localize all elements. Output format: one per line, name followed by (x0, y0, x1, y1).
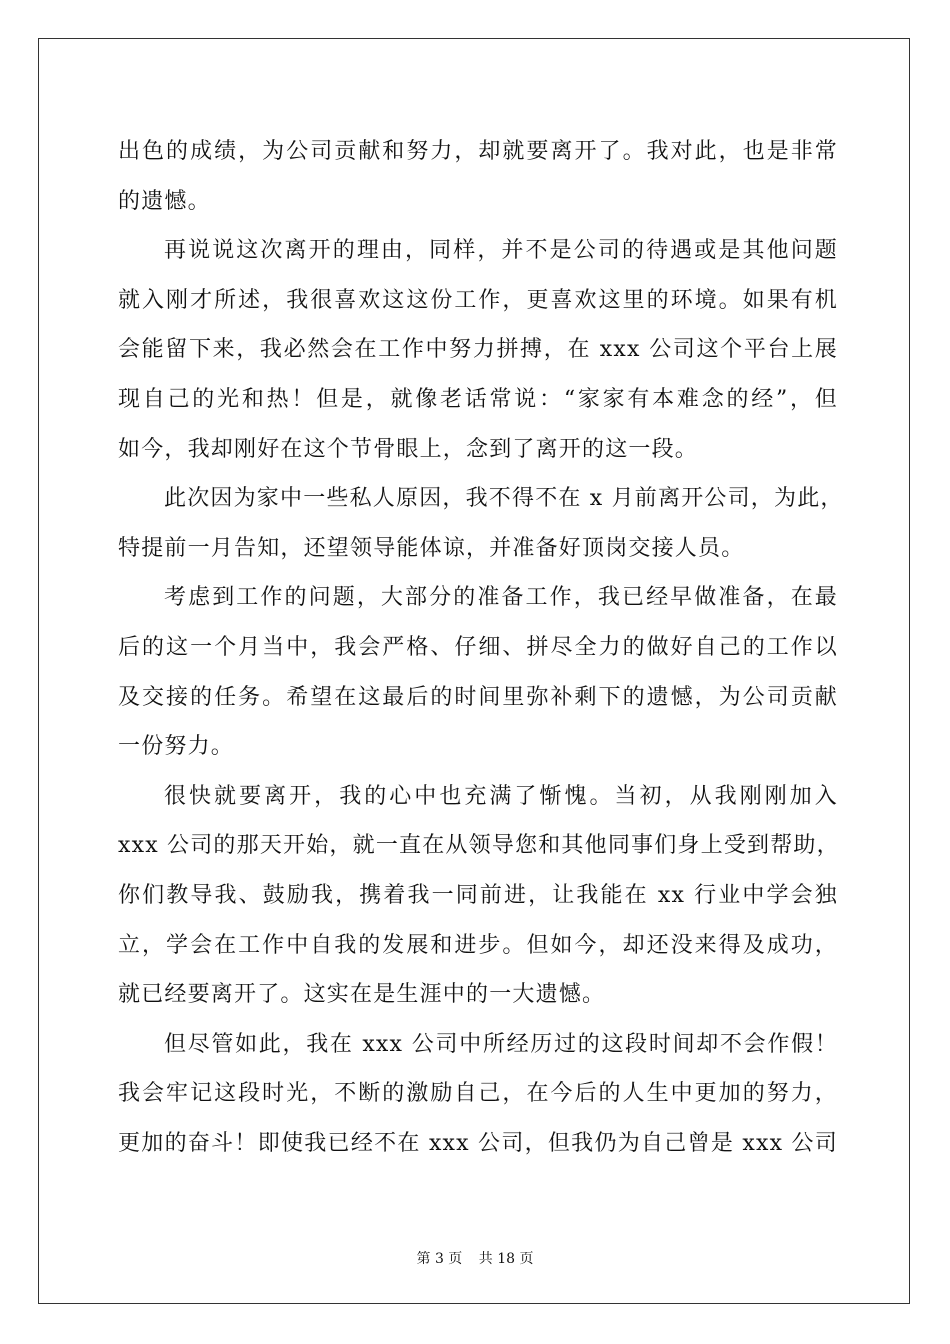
document-body (118, 127, 844, 1168)
text-line: 如今，我却刚好在这个节骨眼上，念到了离开的这一段。 (118, 436, 699, 462)
text-line: 现自己的光和热！但是，就像老话常说：“家家有本难念的经”，但 (118, 386, 838, 412)
text-line: 就入刚才所述，我很喜欢这这份工作，更喜欢这里的环境。如果有机 (118, 287, 838, 313)
page-total: 共 18 页 (478, 1251, 534, 1267)
text-line: 就已经要离开了。这实在是生涯中的一大遗憾。 (118, 982, 606, 1008)
text-line: 的遗憾。 (118, 188, 211, 214)
page-number: 第 3 页 (416, 1251, 463, 1267)
text-line: 考虑到工作的问题，大部分的准备工作，我已经早做准备，在最 (164, 585, 838, 611)
text-line: 我会牢记这段时光，不断的激励自己，在今后的人生中更加的努力， (118, 1081, 838, 1107)
text-line: 出色的成绩，为公司贡献和努力，却就要离开了。我对此，也是非常 (118, 139, 838, 164)
text-line: 立，学会在工作中自我的发展和进步。但如今，却还没来得及成功， (118, 932, 838, 958)
text-line: 更加的奋斗！即使我已经不在 xxx 公司，但我仍为自己曾是 xxx 公司 (118, 1130, 838, 1156)
text-line: xxx 公司的那天开始，就一直在从领导您和其他同事们身上受到帮助， (118, 833, 840, 859)
text-line: 特提前一月告知，还望领导能体谅，并准备好顶岗交接人员。 (118, 535, 745, 561)
text-line: 但尽管如此，我在 xxx 公司中所经历过的这段时间却不会作假！ (164, 1031, 838, 1057)
text-line: 很快就要离开，我的心中也充满了惭愧。当初，从我刚刚加入 (164, 783, 838, 809)
text-line: 此次因为家中一些私人原因，我不得不在 x 月前离开公司，为此， (164, 486, 844, 512)
text-line: 会能留下来，我必然会在工作中努力拼搏，在 xxx 公司这个平台上展 (118, 337, 838, 363)
page-footer (0, 1248, 950, 1268)
text-line: 后的这一个月当中，我会严格、仔细、拼尽全力的做好自己的工作以 (118, 634, 838, 660)
text-line: 再说说这次离开的理由，同样，并不是公司的待遇或是其他问题 (164, 238, 838, 264)
text-line: 及交接的任务。希望在这最后的时间里弥补剩下的遗憾，为公司贡献 (118, 684, 838, 710)
text-line: 一份努力。 (118, 734, 235, 760)
text-line: 你们教导我、鼓励我，携着我一同前进，让我能在 xx 行业中学会独 (118, 882, 838, 908)
